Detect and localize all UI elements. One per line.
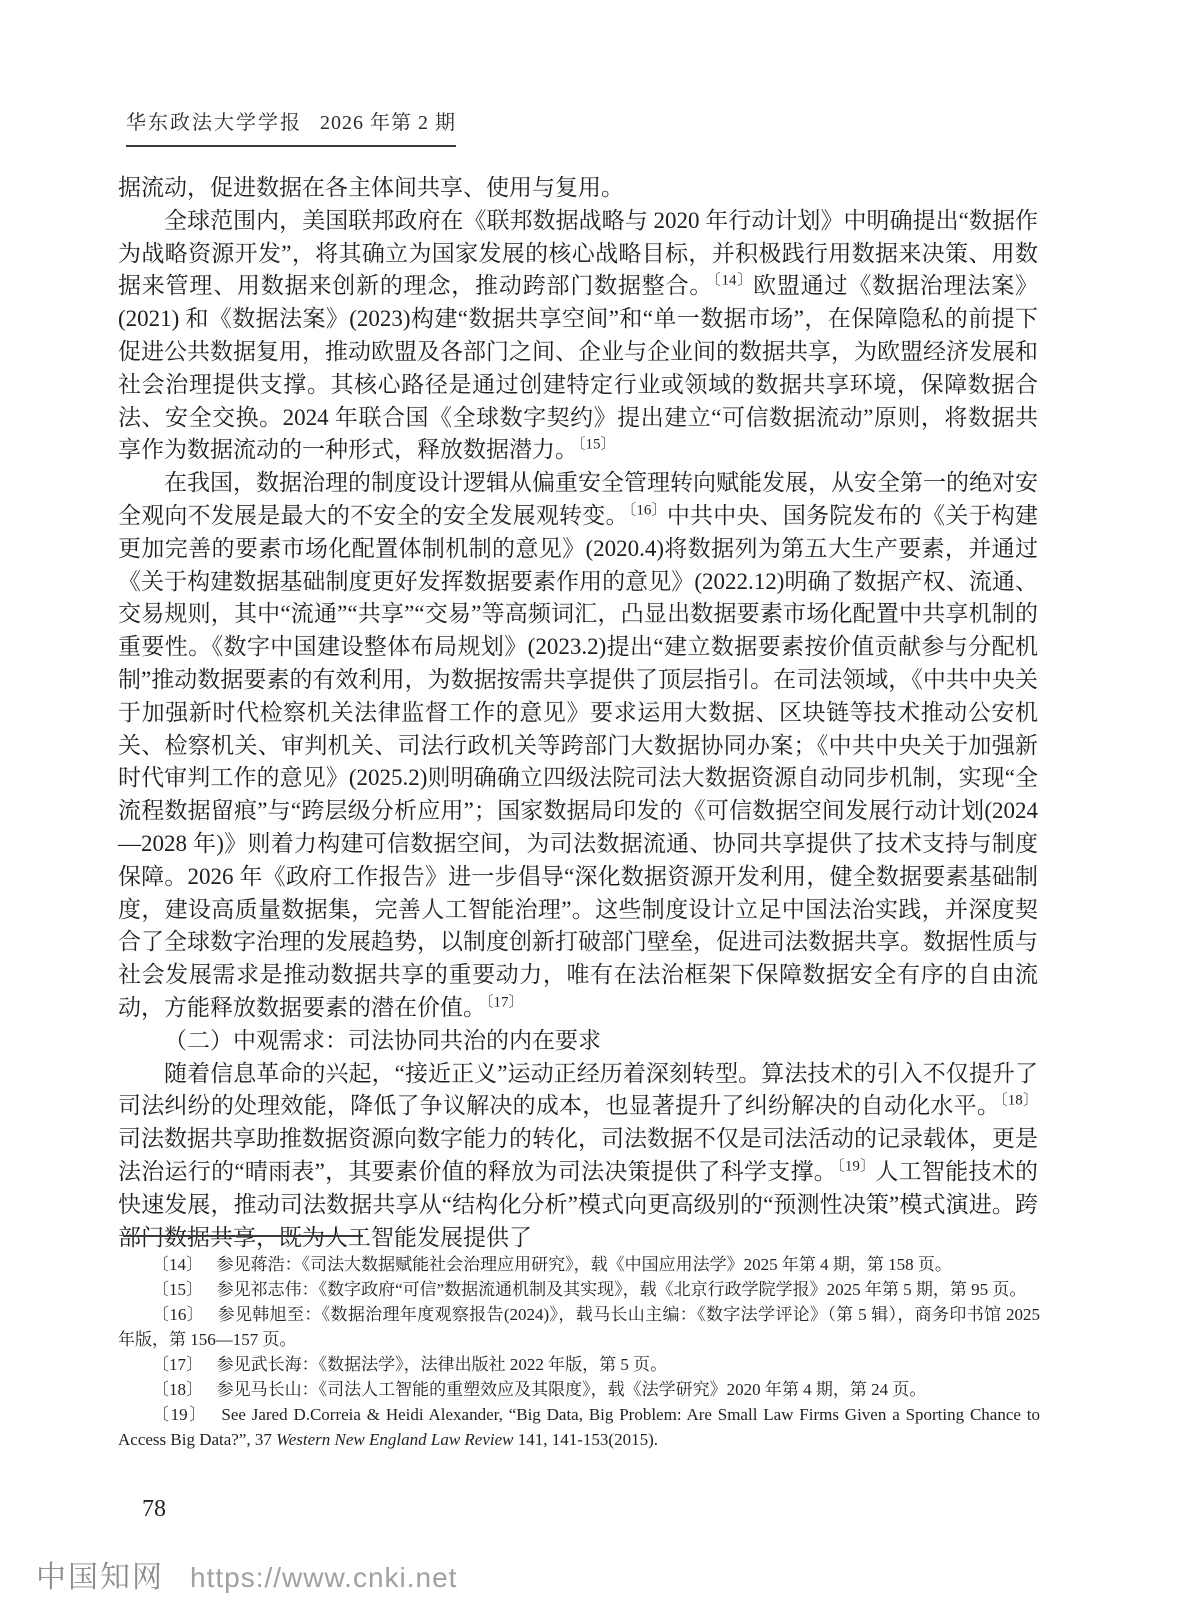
- text-run: Western New England Law Review: [276, 1430, 514, 1449]
- footnote-marker: 〔15〕: [152, 1280, 203, 1299]
- text-run: 在我国，数据治理的制度设计逻辑从偏重安全管理转向赋能发展，从安全第一的绝对安全观向不发展是最大的不安全的安全发展观转变。: [118, 470, 1038, 528]
- text-run: 参见韩旭至：《数据治理年度观察报告(2024)》，载马长山主编：《数字法学评论》（第 5 辑），商务印书馆 2025 年版，第 156—157 页。: [118, 1305, 1041, 1349]
- footnote-15: [118, 1277, 1040, 1302]
- text-run: 参见武长海：《数据法学》，法律出版社 2022 年版，第 5 页。: [216, 1355, 668, 1374]
- footnote-ref: 〔15〕: [578, 436, 616, 453]
- page-number: 78: [142, 1496, 166, 1522]
- body-paragraph-meso: [118, 1058, 1038, 1255]
- text-run: 欧盟通过《数据治理法案》(2021) 和《数据法案》(2023)构建“数据共享空间”和“单一数据市场”，在保障隐私的前提下促进公共数据复用，推动欧盟及各部门之间、企业与企业间的数据共享，为欧盟经济发展和社会治理提供支撑。其核心路径是通过创建特定行业或领域的数据共享环境，保障数据合法、安全交换。2024 年联合国《全球数字契约》提出建立“可信数据流动”原则，将数据共享作为数据流动的一种形式，释放数据潜力。: [118, 273, 1039, 463]
- text-run: 全球范围内，美国联邦政府在《联邦数据战略与 2020 年行动计划》中明确提出“数据作为战略资源开发”，将其确立为国家发展的核心战略目标，并积极践行用数据来决策、用数据来管理、用数据来创新的理念，推动跨部门数据整合。: [118, 207, 1038, 299]
- footnote-17: [118, 1352, 1040, 1377]
- text-run: 141, 141-153(2015).: [513, 1430, 658, 1449]
- text-run: （二）中观需求：司法协同共治的内在要求: [164, 1027, 601, 1053]
- body-paragraph-china: [118, 467, 1038, 1025]
- running-head: [126, 106, 456, 147]
- body-paragraph-global: [118, 205, 1038, 467]
- text-run: 司法数据共享助推数据资源向数字能力的转化，司法数据不仅是司法活动的记录载体，更是法治运行的“晴雨表”，其要素价值的释放为司法决策提供了科学支撑。: [118, 1126, 1038, 1184]
- footnote-ref: 〔18〕: [1000, 1092, 1038, 1109]
- cnki-site-name: 中国知网: [36, 1561, 164, 1594]
- footnote-ref: 〔16〕: [628, 502, 667, 519]
- footnote-18: [118, 1377, 1040, 1402]
- footnote-marker: 〔19〕: [152, 1405, 208, 1424]
- footnote-divider: [123, 1235, 363, 1237]
- journal-title: 华东政法大学学报: [126, 112, 302, 134]
- footnote-16: [118, 1302, 1040, 1352]
- text-run: See Jared D.Correia & Heidi Alexander, “Big Data, Big Problem: Are Small Law Firms Given a Sporting Chance to Access Big Data?”, 37: [118, 1405, 1040, 1449]
- footnote-marker: 〔18〕: [152, 1380, 203, 1399]
- text-run: 参见马长山：《司法人工智能的重塑效应及其限度》，载《法学研究》2020 年第 4 期，第 24 页。: [216, 1380, 927, 1399]
- body-paragraph-continuation: [118, 172, 1038, 205]
- footnotes-section: [118, 1252, 1040, 1452]
- text-run: 随着信息革命的兴起，“接近正义”运动正经历着深刻转型。算法技术的引入不仅提升了司法纠纷的处理效能，降低了争议解决的成本，也显著提升了纠纷解决的自动化水平。: [118, 1060, 1038, 1119]
- footnote-ref: 〔14〕: [713, 272, 754, 289]
- text-run: 参见蒋浩：《司法大数据赋能社会治理应用研究》，载《中国应用法学》2025 年第 4 期，第 158 页。: [216, 1255, 952, 1274]
- cnki-watermark: [36, 1552, 457, 1596]
- text-run: 据流动，促进数据在各主体间共享、使用与复用。: [118, 175, 624, 200]
- text-run: 人工智能技术的快速发展，推动司法数据共享从“结构化分析”模式向更高级别的“预测性决策”模式演进。跨部门数据共享，既为人工智能发展提供了: [118, 1158, 1038, 1250]
- footnote-ref: 〔19〕: [837, 1158, 876, 1175]
- section-heading: [118, 1025, 1038, 1058]
- article-body: [118, 172, 1038, 1254]
- footnote-ref: 〔17〕: [486, 994, 524, 1011]
- journal-issue: 2026 年第 2 期: [320, 112, 456, 134]
- footnote-marker: 〔16〕: [152, 1305, 205, 1324]
- cnki-url: https://www.cnki.net: [190, 1562, 458, 1593]
- text-run: 参见祁志伟：《数字政府“可信”数据流通机制及其实现》，载《北京行政学院学报》2025 年第 5 期，第 95 页。: [216, 1280, 1027, 1299]
- footnote-19: [118, 1402, 1040, 1452]
- text-run: 中共中央、国务院发布的《关于构建更加完善的要素市场化配置体制机制的意见》(2020.4)将数据列为第五大生产要素，并通过《关于构建数据基础制度更好发挥数据要素作用的意见》(2022.12)明确了数据产权、流通、交易规则，其中“流通”“共享”“交易”等高频词汇，凸显出数据要素市场化配置中共享机制的重要性。《数字中国建设整体布局规划》(2023.2)提出“建立数据要素按价值贡献参与分配机制”推动数据要素的有效利用，为数据按需共享提供了顶层指引。在司法领域，《中共中央关于加强新时代检察机关法律监督工作的意见》要求运用大数据、区块链等技术推动公安机关、检察机关、审判机关、司法行政机关等跨部门大数据协同办案；《中共中央关于加强新时代审判工作的意见》(2025.2)则明确确立四级法院司法大数据资源自动同步机制，实现“全流程数据留痕”与“跨层级分析应用”；国家数据局印发的《可信数据空间发展行动计划(2024—2028 年)》则着力构建可信数据空间，为司法数据流通、协同共享提供了技术支持与制度保障。2026 年《政府工作报告》进一步倡导“深化数据资源开发利用，健全数据要素基础制度，建设高质量数据集，完善人工智能治理”。这些制度设计立足中国法治实践，并深度契合了全球数字治理的发展趋势，以制度创新打破部门壁垒，促进司法数据共享。数据性质与社会发展需求是推动数据共享的重要动力，唯有在法治框架下保障数据安全有序的自由流动，方能释放数据要素的潜在价值。: [118, 502, 1038, 1020]
- footnote-marker: 〔14〕: [152, 1255, 203, 1274]
- footnote-marker: 〔17〕: [152, 1355, 203, 1374]
- footnote-14: [118, 1252, 1040, 1277]
